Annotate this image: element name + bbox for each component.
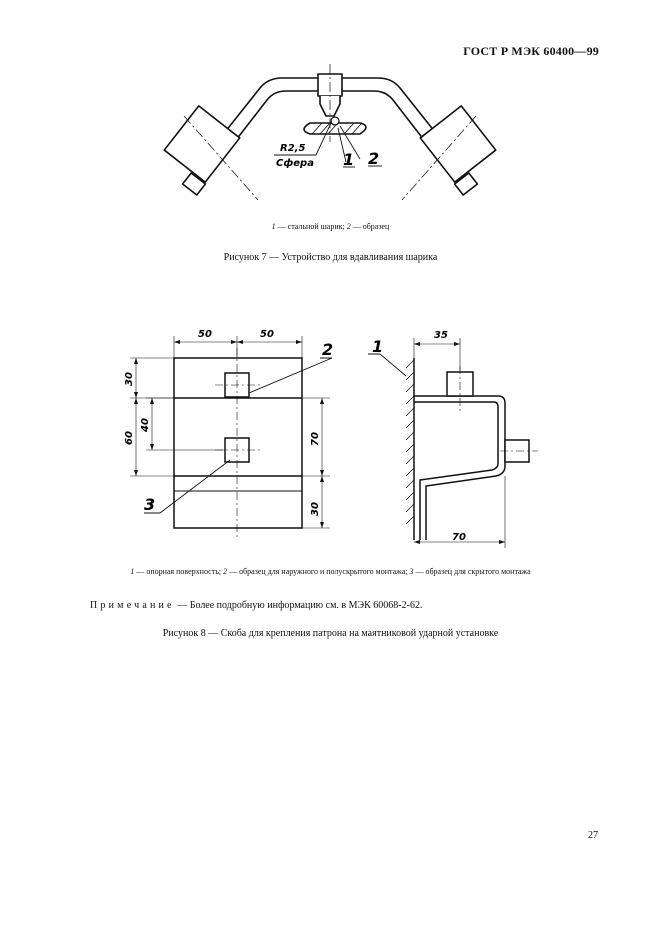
label-2: 2 [368, 149, 380, 168]
sphere-label: Сфера [276, 158, 314, 169]
radius-label: R2,5 [280, 143, 306, 154]
figure-7-legend: 1 — стальной шарик; 2 — образец [271, 222, 390, 231]
dim-right-bottom: 30 [310, 502, 321, 516]
label-2: 2 [322, 340, 334, 359]
label-1: 1 [343, 150, 355, 169]
figure-8-note [90, 600, 422, 611]
dim-width-left: 50 [198, 329, 212, 340]
dim-height-top: 30 [124, 372, 135, 386]
figure-7-drawing [150, 60, 510, 210]
label-1: 1 [372, 337, 384, 356]
dim-side-bottom: 70 [452, 532, 466, 543]
page-number: 27 [588, 830, 598, 841]
document-header: ГОСТ Р МЭК 60400—99 [463, 44, 599, 58]
figure-8-drawing [110, 318, 550, 558]
figure-7-caption: Рисунок 7 — Устройство для вдавливания шарика [223, 252, 438, 263]
figure-8-legend: 1 — опорная поверхность; 2 — образец для наружного и полускрытого монтажа; 3 — образец для скрытого монтажа [130, 567, 531, 576]
figure-8-caption: Рисунок 8 — Скоба для крепления патрона на маятниковой ударной установке [162, 628, 499, 639]
dim-side-top: 35 [434, 330, 448, 341]
dim-width-right: 50 [260, 329, 274, 340]
note-text: — Более подробную информацию см. в МЭК 60068-2-62. [174, 600, 423, 611]
dim-right-mid: 70 [310, 432, 321, 446]
dim-height-mid: 60 [124, 431, 135, 445]
label-3: 3 [144, 495, 156, 514]
note-prefix: Примечание [90, 600, 175, 611]
dim-height-inner: 40 [140, 418, 151, 432]
